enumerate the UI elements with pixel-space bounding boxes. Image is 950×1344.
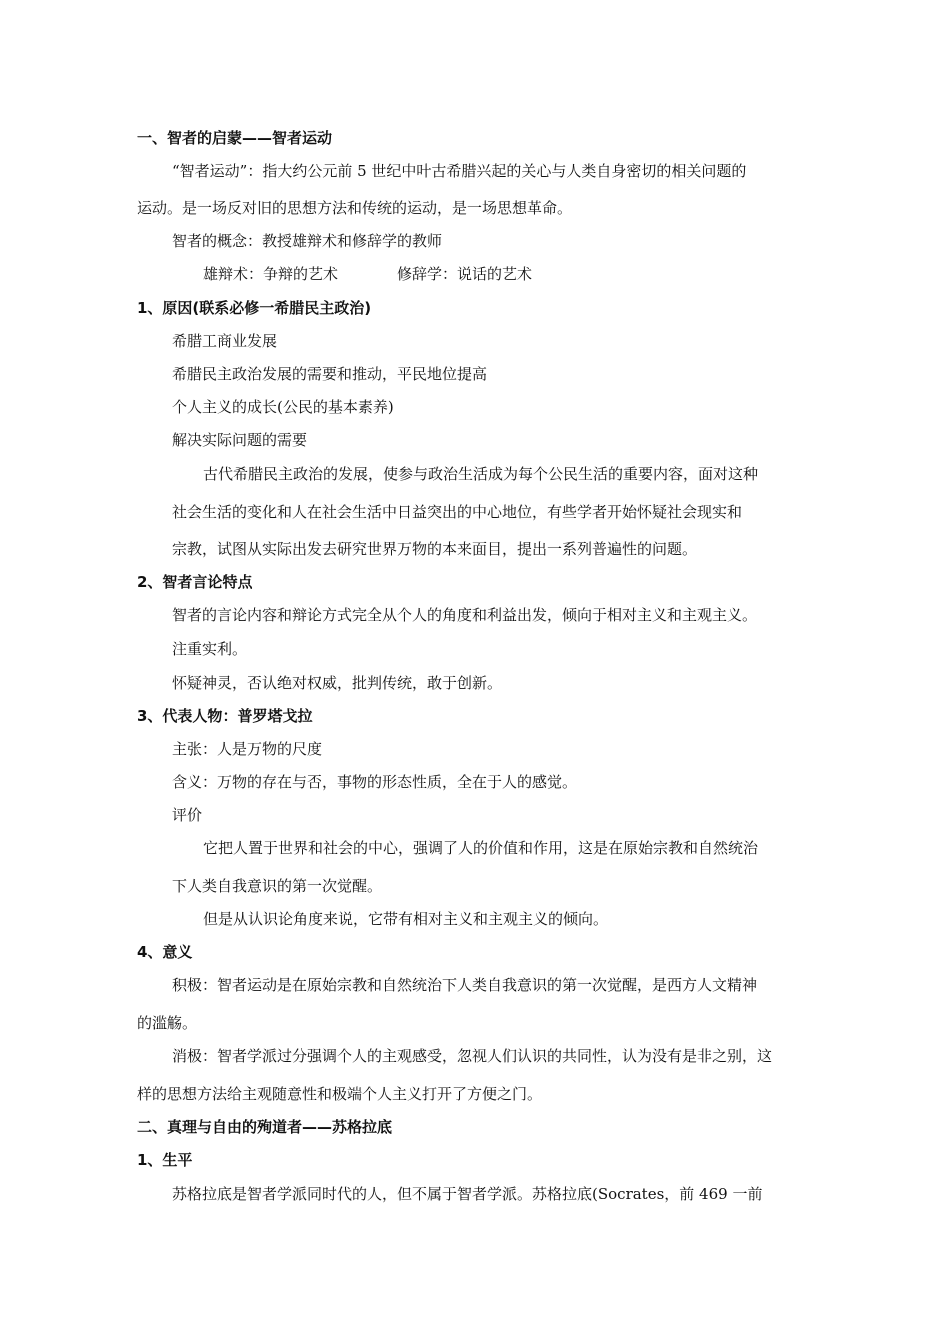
paragraph-line: 主张：人是万物的尺度 [172, 740, 323, 758]
subsection-heading: 2、智者言论特点 [137, 573, 253, 591]
paragraph-line: 样的思想方法给主观随意性和极端个人主义打开了方便之门。 [137, 1085, 543, 1103]
subsection-heading: 3、代表人物：普罗塔戈拉 [137, 707, 313, 725]
paragraph-line: 宗教，试图从实际出发去研究世界万物的本来面目，提出一系列普遍性的问题。 [172, 540, 698, 558]
subsection-heading: 1、生平 [137, 1151, 193, 1169]
paragraph-line: 它把人置于世界和社会的中心，强调了人的价值和作用，这是在原始宗教和自然统治 [203, 839, 759, 857]
rhetoric-definition: 雄辩术：争辩的艺术 [203, 265, 339, 283]
definition-line: 运动。是一场反对旧的思想方法和传统的运动，是一场思想革命。 [137, 199, 573, 217]
paragraph-line: 社会生活的变化和人在社会生活中日益突出的中心地位，有些学者开始怀疑社会现实和 [172, 503, 743, 521]
paragraph-line: 智者的言论内容和辩论方式完全从个人的角度和利益出发，倾向于相对主义和主观主义。 [172, 606, 758, 624]
rhetoric-definition: 修辞学：说话的艺术 [397, 265, 533, 283]
paragraph-line: 消极：智者学派过分强调个人的主观感受，忽视人们认识的共同性，认为没有是非之别，这 [172, 1047, 773, 1065]
definition-line: “智者运动”：指大约公元前 5 世纪中叶古希腊兴起的关心与人类自身密切的相关问题的 [172, 162, 747, 180]
paragraph-line: 下人类自我意识的第一次觉醒。 [172, 877, 383, 895]
paragraph-line: 古代希腊民主政治的发展，使参与政治生活成为每个公民生活的重要内容，面对这种 [203, 465, 759, 483]
subsection-heading: 4、意义 [137, 943, 193, 961]
list-item: 希腊工商业发展 [172, 332, 278, 350]
paragraph-line: 怀疑神灵，否认绝对权威，批判传统，敢于创新。 [172, 674, 503, 692]
concept-line: 智者的概念：教授雄辩术和修辞学的教师 [172, 232, 443, 250]
paragraph-line: 积极：智者运动是在原始宗教和自然统治下人类自我意识的第一次觉醒，是西方人文精神 [172, 976, 758, 994]
paragraph-line: 评价 [172, 806, 203, 824]
list-item: 希腊民主政治发展的需要和推动，平民地位提高 [172, 365, 488, 383]
list-item: 解决实际问题的需要 [172, 431, 308, 449]
paragraph-line: 含义：万物的存在与否，事物的形态性质，全在于人的感觉。 [172, 773, 578, 791]
section-heading-2: 二、真理与自由的殉道者——苏格拉底 [137, 1118, 393, 1136]
paragraph-line: 但是从认识论角度来说，它带有相对主义和主观主义的倾向。 [203, 910, 609, 928]
paragraph-line: 苏格拉底是智者学派同时代的人，但不属于智者学派。苏格拉底(Socrates，前 469 一前 [172, 1185, 763, 1203]
subsection-heading: 1、原因(联系必修一希腊民主政治) [137, 299, 372, 317]
paragraph-line: 的滥觞。 [137, 1014, 198, 1032]
paragraph-line: 注重实利。 [172, 640, 248, 658]
list-item: 个人主义的成长(公民的基本素养) [172, 398, 394, 416]
section-heading-1: 一、智者的启蒙——智者运动 [137, 129, 333, 147]
